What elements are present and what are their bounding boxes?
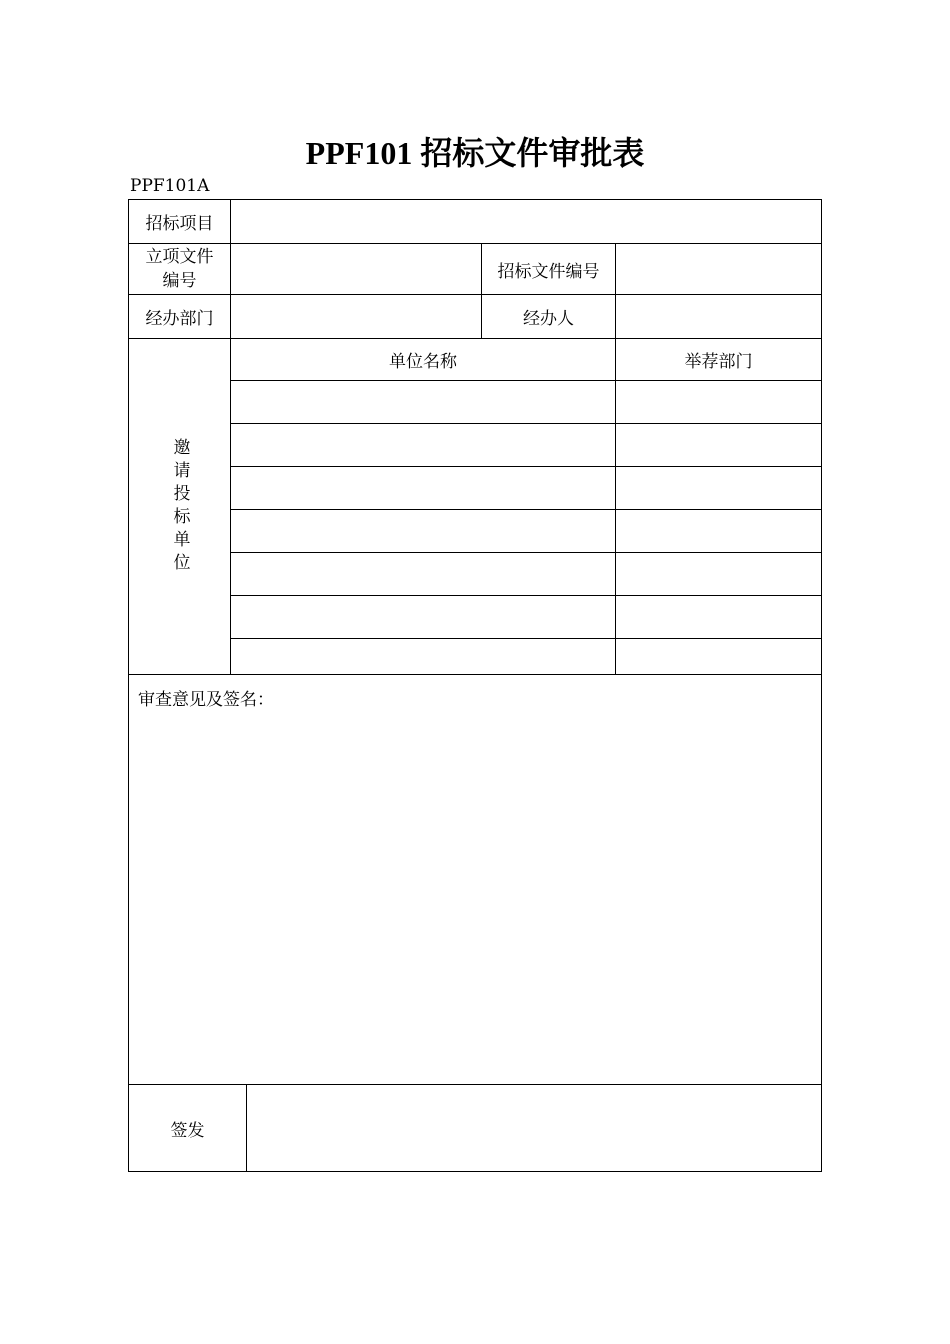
tender-doc-number-field[interactable] — [616, 244, 821, 294]
tender-doc-number-label: 招标文件编号 — [497, 261, 600, 282]
handling-dept-field[interactable] — [231, 295, 481, 338]
project-value-field[interactable] — [231, 200, 821, 243]
bidder-unit-name-field[interactable] — [231, 639, 615, 674]
sign-off-field[interactable] — [247, 1085, 821, 1171]
project-label: 招标项目 — [145, 214, 214, 234]
approval-doc-number-field[interactable] — [231, 244, 481, 294]
unit-name-header: 单位名称 — [389, 352, 457, 372]
approval-doc-label-line1: 立项文件 — [145, 247, 214, 267]
approval-doc-number-label — [129, 244, 230, 294]
approval-doc-label-line2: 编号 — [162, 271, 197, 291]
bidder-recommending-dept-field[interactable] — [616, 424, 821, 466]
bidder-unit-name-field[interactable] — [231, 381, 615, 423]
sign-off-label: 签发 — [170, 1120, 205, 1141]
handler-field[interactable] — [616, 295, 821, 338]
bidder-recommending-dept-field[interactable] — [616, 553, 821, 595]
handler-label: 经办人 — [523, 309, 574, 329]
bidder-recommending-dept-field[interactable] — [616, 510, 821, 552]
bidder-unit-name-field[interactable] — [231, 467, 615, 509]
invited-bidders-label: 邀请投标单位 — [169, 437, 190, 576]
form-code: PPF101A — [130, 176, 210, 196]
bidder-unit-name-field[interactable] — [231, 553, 615, 595]
recommending-dept-header: 举荐部门 — [684, 352, 753, 372]
page-title: PPF101 招标文件审批表 — [305, 135, 645, 171]
bidder-unit-name-field[interactable] — [231, 424, 615, 466]
bidder-recommending-dept-field[interactable] — [616, 596, 821, 638]
bidder-recommending-dept-field[interactable] — [616, 467, 821, 509]
bidder-unit-name-field[interactable] — [231, 510, 615, 552]
invited-bidders-label-cell — [129, 339, 230, 674]
bidder-unit-name-field[interactable] — [231, 596, 615, 638]
bidder-recommending-dept-field[interactable] — [616, 639, 821, 674]
review-opinion-area[interactable] — [129, 675, 821, 1084]
bidder-recommending-dept-field[interactable] — [616, 381, 821, 423]
review-opinion-label: 审查意见及签名： — [138, 690, 274, 710]
handling-dept-label: 经办部门 — [145, 309, 214, 329]
